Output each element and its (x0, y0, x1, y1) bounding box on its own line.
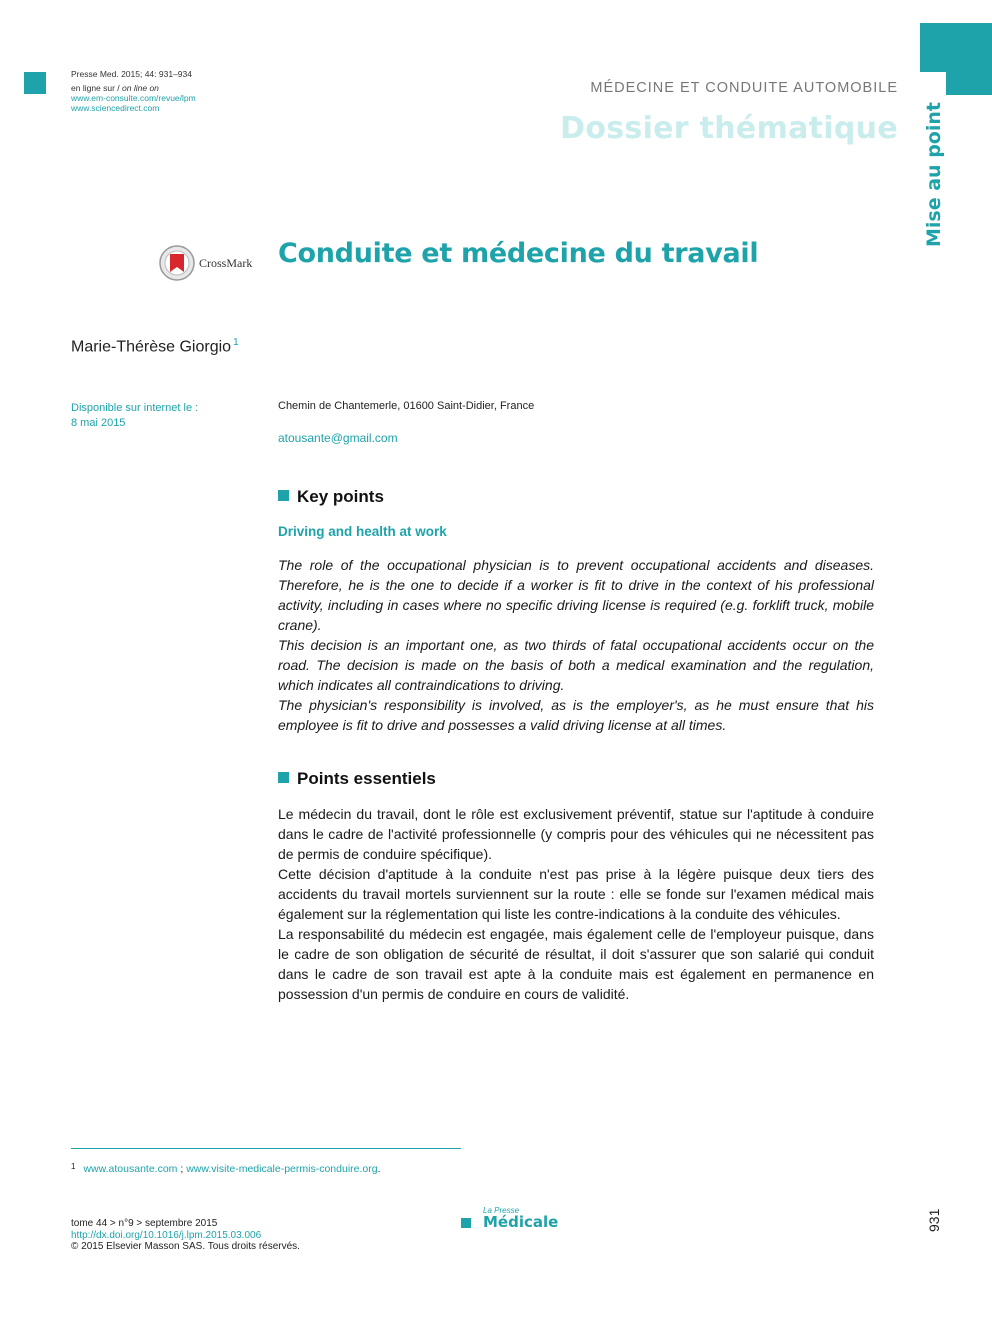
heading-square-icon (278, 772, 289, 783)
key-points-subheading: Driving and health at work (278, 524, 447, 539)
points-essentiels-paragraph: La responsabilité du médecin est engagée, mais également celle de l'employeur puisque, dans le cadre de son obligation de sécurité de résultat, il doit s'assurer que son salarié qui conduit dans le cadre de son travail est apte à la conduite mais est également en permanence en possession d'un permis de conduire en cours de validité. (278, 926, 874, 1002)
footnote-marker: 1 (71, 1162, 76, 1171)
dossier-label: Dossier thématique (560, 111, 898, 146)
available-date: 8 mai 2015 (71, 417, 126, 429)
page-number-text: 931 (926, 1208, 942, 1232)
journal-reference (71, 69, 196, 113)
key-points-paragraph: The role of the occupational physician is to prevent occupational accidents and diseases. Therefore, he is the one to decide if a worker is fit to drive in the context of his professional activity, including in cases where no specific driving license is required (e.g. forklift truck, mobile crane). (278, 557, 874, 633)
logo-big-text: Médicale (483, 1213, 559, 1231)
points-essentiels-paragraph: Cette décision d'aptitude à la conduite n'est pas prise à la légère puisque deux tiers des accidents du travail mortels surviennent sur la route : elle se fonde sur l'examen médical mais également sur la réglementation qui liste les contre-indications à la conduite des véhicules. (278, 866, 874, 922)
journal-logo (461, 1206, 571, 1236)
article-title: Conduite et médecine du travail (278, 238, 759, 269)
key-points-heading-text: Key points (297, 487, 384, 506)
section-tab-notch (920, 72, 946, 95)
footnote-divider (71, 1148, 461, 1149)
page-number (922, 1206, 952, 1236)
author-address: Chemin de Chantemerle, 01600 Saint-Didier, France (278, 400, 535, 412)
footnote-end: . (377, 1163, 381, 1175)
logo-square-icon (461, 1218, 471, 1228)
footnote-separator: ; (177, 1163, 187, 1175)
logo-small-text: La Presse (483, 1206, 520, 1215)
author-email[interactable]: atousante@gmail.com (278, 431, 398, 445)
points-essentiels-paragraph: Le médecin du travail, dont le rôle est exclusivement préventif, statue sur l'aptitude à conduire dans le cadre de l'activité professionnelle (y compris pour des véhicules qui ne nécessitent pas de permis de conduire spécifique). (278, 806, 874, 862)
author-name: Marie-Thérèse Giorgio (71, 338, 232, 356)
available-label: Disponible sur internet le : (71, 402, 199, 414)
footer-info (71, 1218, 300, 1253)
footnote-link-visite-medicale[interactable]: www.visite-medicale-permis-conduire.org (186, 1163, 378, 1175)
availability (71, 401, 198, 431)
key-points-heading (278, 487, 384, 507)
em-consulte-link[interactable]: www.em-consulte.com/revue/lpm (71, 93, 196, 103)
points-essentiels-heading-text: Points essentiels (297, 769, 436, 788)
online-label-en: on line on (122, 83, 159, 93)
footnote-link-atousante[interactable]: www.atousante.com (83, 1163, 178, 1175)
doi-link[interactable]: http://dx.doi.org/10.1016/j.lpm.2015.03.006 (71, 1229, 262, 1241)
key-points-paragraph: The physician's responsibility is involved, as is the employer's, as he must ensure that his employee is fit to drive and possesses a valid driving license at all times. (278, 697, 874, 733)
side-label-text: Mise au point (923, 102, 945, 247)
heading-square-icon (278, 490, 289, 501)
author (71, 337, 239, 356)
online-label-fr: en ligne sur / (71, 83, 123, 93)
side-label (919, 102, 949, 247)
sciencedirect-link[interactable]: www.sciencedirect.com (71, 103, 160, 113)
points-essentiels-body (278, 804, 874, 1004)
key-points-body (278, 555, 874, 735)
footnote (71, 1162, 381, 1175)
corner-marker (24, 72, 46, 94)
reference-line: Presse Med. 2015; 44: 931–934 (71, 69, 192, 79)
author-note[interactable]: 1 (233, 337, 239, 348)
crossmark-icon (159, 244, 195, 282)
key-points-paragraph: This decision is an important one, as two thirds of fatal occupational accidents occur on the road. The decision is made on the basis of both a medical examination and the regulation, which indicates all contraindications to driving. (278, 637, 874, 693)
crossmark-badge[interactable] (159, 244, 259, 282)
copyright: © 2015 Elsevier Masson SAS. Tous droits réservés. (71, 1241, 300, 1252)
online-line (71, 83, 196, 93)
crossmark-label: CrossMark (199, 256, 253, 270)
section-title: MÉDECINE ET CONDUITE AUTOMOBILE (590, 80, 898, 96)
points-essentiels-heading (278, 769, 436, 789)
issue-line: tome 44 > n°9 > septembre 2015 (71, 1218, 218, 1229)
